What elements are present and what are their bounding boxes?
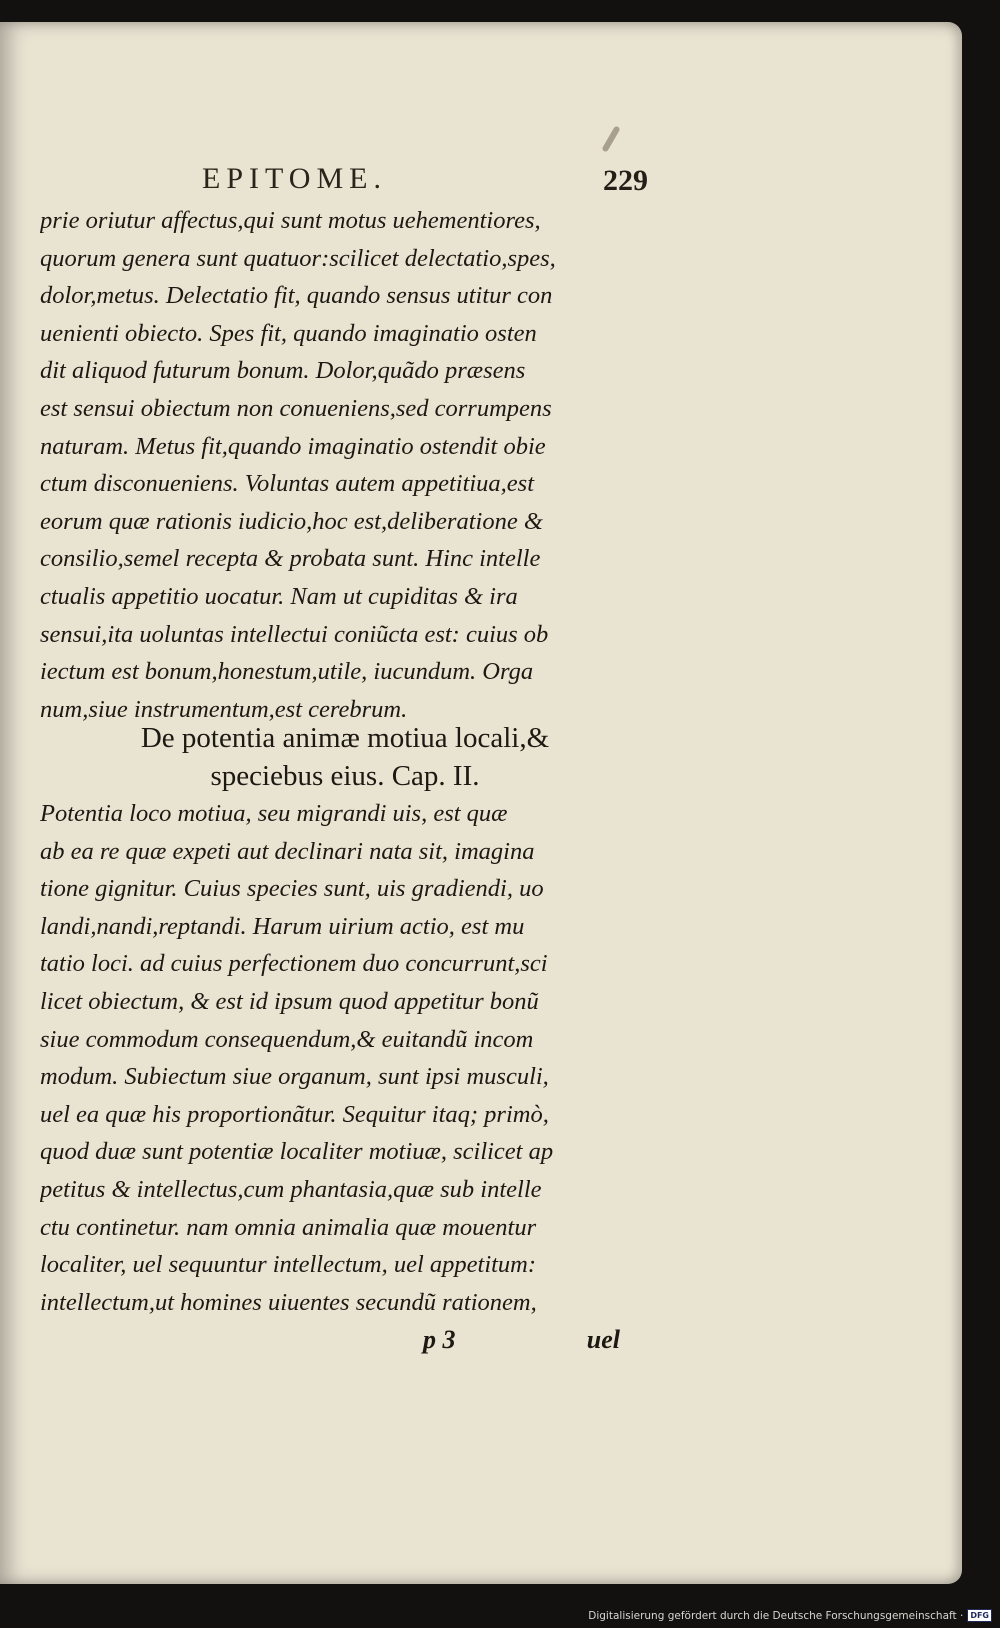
text-line: naturam. Metus fit,quando imaginatio ostendit obie	[40, 432, 546, 460]
catchword: uel	[586, 1325, 620, 1354]
text-line: intellectum,ut homines uiuentes secundũ rationem,	[40, 1288, 537, 1316]
page-foot	[40, 1325, 650, 1365]
heading-line: speciebus eius. Cap. II.	[210, 760, 480, 792]
text-line: tione gignitur. Cuius species sunt, uis gradiendi, uo	[40, 875, 544, 903]
text-line: dolor,metus. Delectatio fit, quando sensus utitur con	[40, 282, 553, 310]
book-page	[0, 22, 962, 1584]
text-line: landi,nandi,reptandi. Harum uirium actio, est mu	[40, 912, 525, 940]
page-number: 229	[603, 164, 648, 197]
text-line: sensui,ita uoluntas intellectui coniũcta est: cuius ob	[40, 620, 549, 648]
running-head	[162, 144, 648, 204]
text-line: iectum est bonum,honestum,utile, iucundum. Orga	[40, 658, 534, 686]
text-line: Potentia loco motiua, seu migrandi uis, est quæ	[40, 800, 508, 827]
text-line: quod duæ sunt potentiæ localiter motiuæ, scilicet ap	[40, 1138, 554, 1166]
signature-mark: p 3	[423, 1325, 456, 1354]
text-line: ctum disconueniens. Voluntas autem appetitiua,est	[40, 470, 535, 498]
text-line: ab ea re quæ expeti aut declinari nata sit, imagina	[40, 837, 535, 865]
text-line: ctu continetur. nam omnia animalia quæ mouentur	[40, 1213, 537, 1241]
paragraph-2	[40, 795, 650, 1321]
text-line: quorum genera sunt quatuor:scilicet delectatio,spes,	[40, 244, 556, 272]
text-line: dit aliquod futurum bonum. Dolor,quãdo præsens	[40, 357, 526, 385]
text-line: localiter, uel sequuntur intellectum, uel appetitum:	[40, 1251, 537, 1279]
text-line: tatio loci. ad cuius perfectionem duo concurrunt,sci	[40, 950, 548, 978]
text-line: ctualis appetitio uocatur. Nam ut cupiditas & ira	[40, 582, 518, 610]
heading-line: De potentia animæ motiua locali,&	[140, 722, 550, 754]
chapter-heading	[40, 719, 650, 795]
text-line: num,siue instrumentum,est cerebrum.	[40, 695, 408, 723]
text-line: modum. Subiectum siue organum, sunt ipsi musculi,	[40, 1063, 549, 1091]
text-line: petitus & intellectus,cum phantasia,quæ sub intelle	[40, 1175, 542, 1203]
dfg-logo: DFG	[967, 1609, 992, 1622]
digitization-credit	[588, 1609, 992, 1622]
text-line: uel ea quæ his proportionãtur. Sequitur itaq; primò,	[40, 1100, 549, 1128]
text-line: uenienti obiecto. Spes fit, quando imaginatio osten	[40, 319, 537, 347]
text-line: siue commodum consequendum,& euitandũ incom	[40, 1025, 534, 1053]
text-line: consilio,semel recepta & probata sunt. Hinc intelle	[40, 545, 541, 573]
running-title: EPITOME.	[202, 162, 387, 195]
paragraph-1	[40, 202, 650, 728]
text-line: est sensui obiectum non conueniens,sed corrumpens	[40, 394, 552, 422]
text-line: eorum quæ rationis iudicio,hoc est,deliberatione &	[40, 507, 543, 535]
credit-text: Digitalisierung gefördert durch die Deutsche Forschungsgemeinschaft ·	[588, 1609, 964, 1622]
text-line: licet obiectum, & est id ipsum quod appetitur bonũ	[40, 987, 539, 1015]
text-line: prie oriutur affectus,qui sunt motus uehementiores,	[40, 207, 541, 234]
